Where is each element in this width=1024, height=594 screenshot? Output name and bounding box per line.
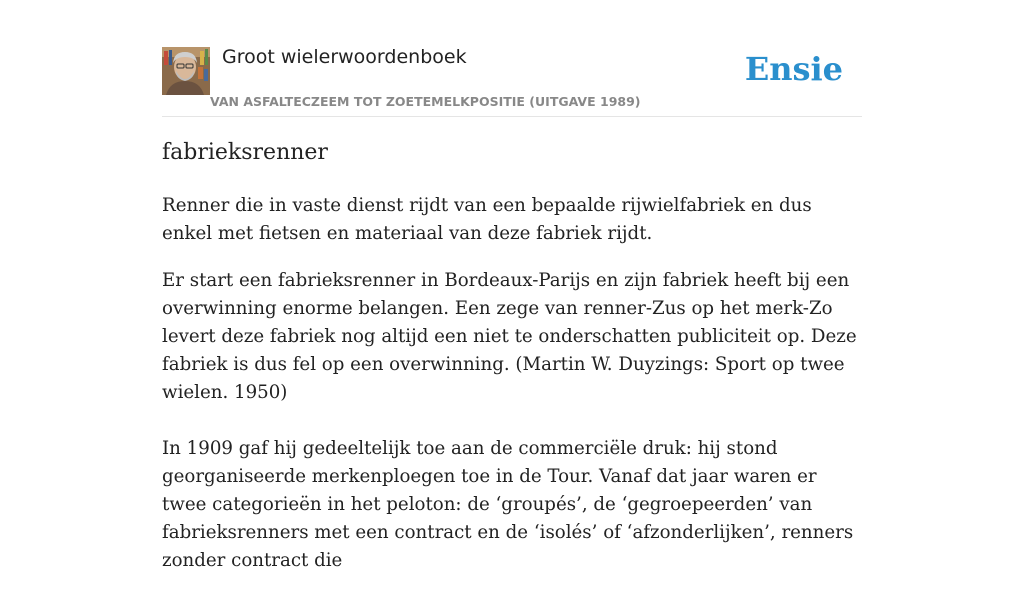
entry-quote: Er start een fabrieksrenner in Bordeaux-Parijs en zijn fabriek heeft bij een overwinning enorme belangen. Een zege van renner-Zus op het merk-Zo levert deze fabriek nog altijd een niet te onderschatten publiciteit op. Deze fabriek is dus fel op een overwinning. (Martin W. Duyzings: Sport op twee wielen. 1950) xyxy=(162,270,857,403)
book-subtitle: VAN ASFALTECZEEM TOT ZOETEMELKPOSITIE (UITGAVE 1989) xyxy=(210,94,641,109)
entry-definition: Renner die in vaste dienst rijdt van een bepaalde rijwielfabriek en dus enkel met fietsen en materiaal van deze fabriek rijdt. xyxy=(162,195,812,244)
entry-content xyxy=(162,192,862,594)
book-header xyxy=(162,44,862,117)
book-title[interactable]: Groot wielerwoordenboek xyxy=(222,46,467,68)
entry-history: In 1909 gaf hij gedeeltelijk toe aan de commerciële druk: hij stond georganiseerde merkenploegen toe in de Tour. Vanaf dat jaar waren er twee categorieën in het peloton: de ‘groupés’, de ‘gegroepeerden’ van fabrieksrenners met een contract en de ‘isolés’ of ‘afzonderlijken’, renners zonder contract die xyxy=(162,438,854,571)
ensie-logo[interactable]: Ensie xyxy=(744,50,843,88)
author-portrait-icon[interactable] xyxy=(162,47,210,95)
entry-headword: fabrieksrenner xyxy=(162,140,328,165)
